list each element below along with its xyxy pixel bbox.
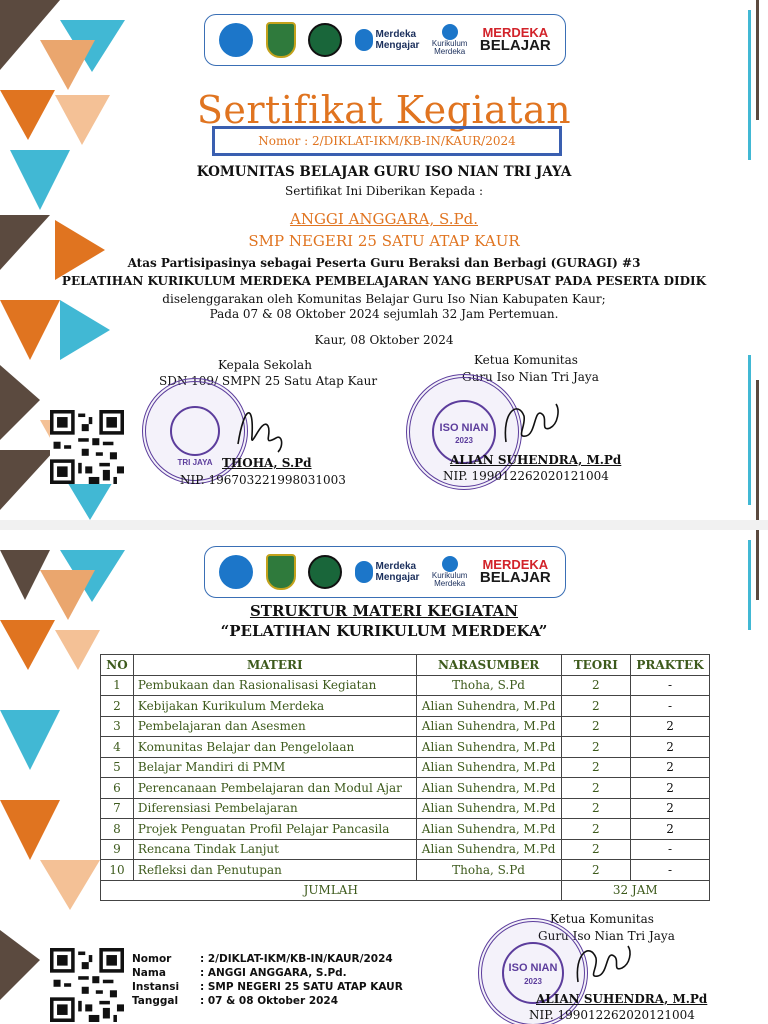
table-row xyxy=(101,839,710,860)
merdeka-belajar-logo xyxy=(479,24,551,55)
logo-text: Mengajar xyxy=(375,40,420,51)
logo-text: BELAJAR xyxy=(479,37,551,55)
right-signer-title: Ketua Komunitas xyxy=(474,353,578,367)
place-date: Kaur, 08 Oktober 2024 xyxy=(314,333,454,347)
table-cell: Refleksi dan Penutupan xyxy=(133,860,416,881)
certificate-number: Nomor : 2/DIKLAT-IKM/KB-IN/KAUR/2024 xyxy=(212,126,562,156)
merdeka-mengajar-mark xyxy=(355,561,373,583)
table-cell: Perencanaan Pembelajaran dan Modul Ajar xyxy=(133,778,416,799)
table-cell: Alian Suhendra, M.Pd xyxy=(416,696,561,717)
table-row xyxy=(101,696,710,717)
table-cell: Alian Suhendra, M.Pd xyxy=(416,737,561,758)
table-cell: - xyxy=(631,839,710,860)
table-cell: 2 xyxy=(631,716,710,737)
info-row-tanggal xyxy=(132,994,403,1008)
certificate-info-block xyxy=(132,952,403,1008)
kurikulum-merdeka-logo xyxy=(432,24,468,57)
table-cell: 2 xyxy=(631,737,710,758)
table-cell: Pembukaan dan Rasionalisasi Kegiatan xyxy=(133,675,416,696)
participation-line-2: PELATIHAN KURIKULUM MERDEKA PEMBELAJARAN YANG BERPUSAT PADA PESERTA DIDIK xyxy=(61,274,707,288)
table-cell: 7 xyxy=(101,798,134,819)
table-cell: Komunitas Belajar dan Pengelolaan xyxy=(133,737,416,758)
table-row xyxy=(101,778,710,799)
logo-text: BELAJAR xyxy=(479,569,551,587)
table-row xyxy=(101,716,710,737)
table-cell: Diferensiasi Pembelajaran xyxy=(133,798,416,819)
table-cell: 2 xyxy=(561,819,631,840)
logo-text: MERDEKA xyxy=(482,556,549,572)
participation-line-1: Atas Partisipasinya sebagai Peserta Guru Beraksi dan Berbagi (GURAGI) #3 xyxy=(127,256,641,270)
table-cell: 2 xyxy=(561,737,631,758)
table-cell: 2 xyxy=(101,696,134,717)
bottom-signer-community: Guru Iso Nian Tri Jaya xyxy=(538,929,675,943)
qr-code xyxy=(50,410,124,484)
table-cell: 4 xyxy=(101,737,134,758)
table-cell: 2 xyxy=(561,860,631,881)
info-value: : 07 & 08 Oktober 2024 xyxy=(200,995,339,1007)
table-cell: Alian Suhendra, M.Pd xyxy=(416,819,561,840)
table-row xyxy=(101,819,710,840)
structure-title: STRUKTUR MATERI KEGIATAN xyxy=(249,602,519,620)
organization-name: KOMUNITAS BELAJAR GURU ISO NIAN TRI JAYA xyxy=(196,164,572,180)
regency-logo xyxy=(266,22,296,58)
column-header: NARASUMBER xyxy=(416,655,561,676)
stamp-center-text: ISO NIAN xyxy=(439,422,489,434)
komunitas-logo xyxy=(308,555,342,589)
info-row-nomor xyxy=(132,952,403,966)
table-header-row xyxy=(101,655,710,676)
table-cell: 2 xyxy=(561,716,631,737)
table-body xyxy=(101,675,710,880)
total-label: JUMLAH xyxy=(101,880,562,901)
table-cell: 10 xyxy=(101,860,134,881)
regency-logo xyxy=(266,554,296,590)
right-signature xyxy=(496,392,566,458)
left-signer-institution: SDN 109/ SMPN 25 Satu Atap Kaur xyxy=(159,374,378,388)
bottom-signer-title: Ketua Komunitas xyxy=(550,912,654,926)
table-row xyxy=(101,798,710,819)
table-cell: Thoha, S.Pd xyxy=(416,860,561,881)
merdeka-mengajar-mark xyxy=(355,29,373,51)
table-row xyxy=(101,737,710,758)
table-cell: 2 xyxy=(631,819,710,840)
stamp-center-text: ISO NIAN xyxy=(508,962,558,974)
info-row-instansi xyxy=(132,980,403,994)
info-value: : SMP NEGERI 25 SATU ATAP KAUR xyxy=(200,981,403,993)
table-total-row xyxy=(101,880,710,901)
logo-text: Merdeka xyxy=(375,29,417,40)
stamp-year-text: 2023 xyxy=(455,436,473,445)
info-label: Nama xyxy=(132,967,166,979)
page-separator xyxy=(0,520,768,530)
info-label: Instansi xyxy=(132,981,180,993)
table-cell: Belajar Mandiri di PMM xyxy=(133,757,416,778)
qr-code xyxy=(50,948,124,1022)
bottom-signer-name: ALIAN SUHENDRA, M.Pd xyxy=(536,992,708,1006)
logo-banner xyxy=(204,546,566,598)
table-cell: Pembelajaran dan Asesmen xyxy=(133,716,416,737)
total-value: 32 JAM xyxy=(561,880,709,901)
stamp-text: TRI JAYA xyxy=(177,458,213,467)
merdeka-belajar-logo xyxy=(479,556,551,587)
table-cell: 8 xyxy=(101,819,134,840)
logo-text: Merdeka xyxy=(375,561,417,572)
recipient-school: SMP NEGERI 25 SATU ATAP KAUR xyxy=(248,232,520,250)
table-cell: Alian Suhendra, M.Pd xyxy=(416,798,561,819)
logo-banner xyxy=(204,14,566,66)
table-cell: Alian Suhendra, M.Pd xyxy=(416,757,561,778)
left-signer-name: THOHA, S.Pd xyxy=(222,456,312,470)
table-cell: 2 xyxy=(561,675,631,696)
kurikulum-merdeka-mark xyxy=(442,556,458,572)
table-cell: Alian Suhendra, M.Pd xyxy=(416,778,561,799)
left-signature xyxy=(232,396,288,460)
table-cell: Alian Suhendra, M.Pd xyxy=(416,839,561,860)
kurikulum-merdeka-mark xyxy=(442,24,458,40)
table-row xyxy=(101,860,710,881)
stamp-year-text: 2023 xyxy=(524,977,542,986)
table-cell: 2 xyxy=(561,778,631,799)
left-signer-nip: NIP. 196703221998031003 xyxy=(180,473,346,487)
date-line: Pada 07 & 08 Oktober 2024 sejumlah 32 Jam Pertemuan. xyxy=(209,307,559,321)
table-cell: - xyxy=(631,675,710,696)
organizer-line: diselenggarakan oleh Komunitas Belajar Guru Iso Nian Kabupaten Kaur; xyxy=(162,292,606,306)
table-cell: 1 xyxy=(101,675,134,696)
logo-text: Merdeka xyxy=(434,579,466,588)
table-cell: 2 xyxy=(631,778,710,799)
table-cell: Thoha, S.Pd xyxy=(416,675,561,696)
right-signer-community: Guru Iso Nian Tri Jaya xyxy=(462,370,599,384)
recipient-name: ANGGI ANGGARA, S.Pd. xyxy=(289,210,478,228)
logo-text: Kurikulum xyxy=(431,38,468,48)
logo-text: Mengajar xyxy=(375,572,420,583)
left-signer-title: Kepala Sekolah xyxy=(218,358,312,372)
info-row-nama xyxy=(132,966,403,980)
column-header: MATERI xyxy=(133,655,416,676)
column-header: NO xyxy=(101,655,134,676)
komunitas-logo xyxy=(308,23,342,57)
table-cell: 2 xyxy=(561,839,631,860)
table-cell: 3 xyxy=(101,716,134,737)
logo-text: Merdeka xyxy=(434,47,466,56)
bottom-signature xyxy=(568,936,638,996)
table-cell: Kebijakan Kurikulum Merdeka xyxy=(133,696,416,717)
table-cell: 2 xyxy=(561,757,631,778)
table-cell: - xyxy=(631,696,710,717)
merdeka-mengajar-logo xyxy=(355,29,420,51)
info-label: Tanggal xyxy=(132,995,179,1007)
table-cell: 2 xyxy=(631,757,710,778)
logo-text: MERDEKA xyxy=(482,24,549,40)
logo-text: Kurikulum xyxy=(431,570,468,580)
table-cell: 6 xyxy=(101,778,134,799)
table-cell: 5 xyxy=(101,757,134,778)
table-cell: Projek Penguatan Profil Pelajar Pancasila xyxy=(133,819,416,840)
column-header: TEORI xyxy=(561,655,631,676)
table-cell: 9 xyxy=(101,839,134,860)
table-row xyxy=(101,675,710,696)
bottom-signer-nip: NIP. 199012262020121004 xyxy=(529,1008,695,1022)
tut-wuri-handayani-logo xyxy=(219,555,253,589)
table-cell: Rencana Tindak Lanjut xyxy=(133,839,416,860)
table-cell: 2 xyxy=(561,696,631,717)
materi-table xyxy=(100,654,710,901)
kurikulum-merdeka-logo xyxy=(432,556,468,589)
table-cell: 2 xyxy=(561,798,631,819)
stamp-inner-ring xyxy=(170,406,220,456)
merdeka-mengajar-logo xyxy=(355,561,420,583)
certificate-title: Sertifikat Kegiatan xyxy=(196,88,572,132)
structure-subtitle: “PELATIHAN KURIKULUM MERDEKA” xyxy=(220,622,548,640)
table-row xyxy=(101,757,710,778)
info-value: : 2/DIKLAT-IKM/KB-IN/KAUR/2024 xyxy=(200,953,393,965)
column-header: PRAKTEK xyxy=(631,655,710,676)
table-cell: 2 xyxy=(631,798,710,819)
right-signer-name: ALIAN SUHENDRA, M.Pd xyxy=(450,453,622,467)
info-label: Nomor xyxy=(132,953,172,965)
right-signer-nip: NIP. 199012262020121004 xyxy=(443,469,609,483)
table-cell: - xyxy=(631,860,710,881)
tut-wuri-handayani-logo xyxy=(219,23,253,57)
info-value: : ANGGI ANGGARA, S.Pd. xyxy=(200,967,347,979)
table-cell: Alian Suhendra, M.Pd xyxy=(416,716,561,737)
given-to-label: Sertifikat Ini Diberikan Kepada : xyxy=(285,184,483,198)
